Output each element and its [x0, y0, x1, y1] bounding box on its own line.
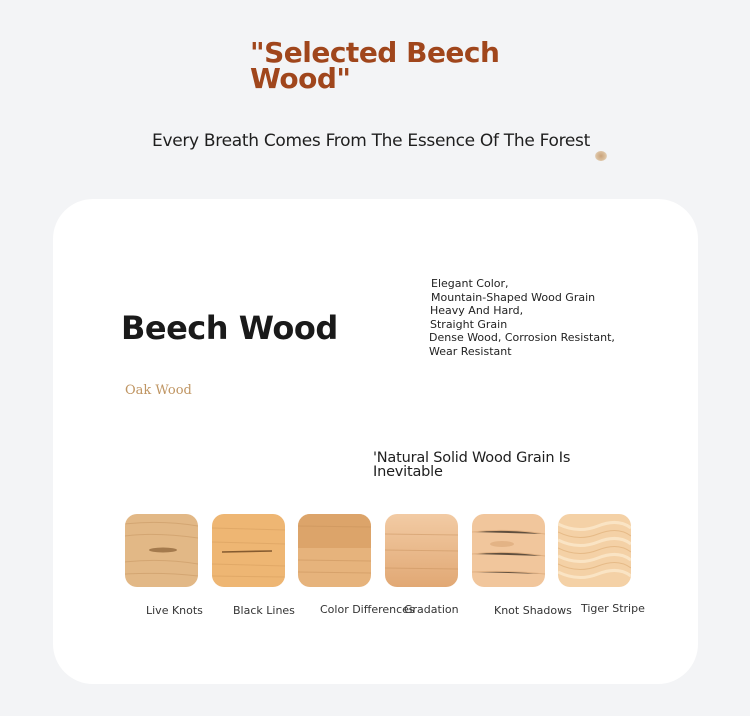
swatch-label-gradation: Gradation: [404, 603, 459, 616]
knot-shadows-swatch: [472, 514, 545, 587]
live-knots-swatch: [125, 514, 198, 587]
swatch-label-knot-shadows: Knot Shadows: [494, 604, 572, 617]
tiger-stripe-swatch: [558, 514, 631, 587]
feature-item: Mountain-Shaped Wood Grain: [431, 290, 596, 304]
beech-wood-heading: Beech Wood: [121, 309, 338, 347]
feature-item: Wear Resistant: [429, 344, 512, 358]
swatch-label-color-differences: Color Differences: [320, 603, 415, 616]
decorative-leaf-icon: [595, 151, 607, 161]
gradation-swatch: [385, 514, 458, 587]
black-lines-swatch: [212, 514, 285, 587]
swatch-label-tiger-stripe: Tiger Stripe: [581, 602, 645, 615]
feature-item: Elegant Color,: [431, 277, 509, 290]
natural-grain-note: 'Natural Solid Wood Grain Is Inevitable: [373, 450, 571, 480]
feature-item: Dense Wood, Corrosion Resistant,: [429, 331, 615, 344]
color-differences-swatch: [298, 514, 371, 587]
feature-item: Heavy And Hard, Straight Grain: [430, 304, 524, 331]
page-title: "Selected Beech Wood": [250, 36, 500, 95]
swatch-label-black-lines: Black Lines: [233, 604, 295, 617]
swatch-label-live-knots: Live Knots: [146, 604, 203, 617]
oak-wood-label: Oak Wood: [125, 383, 192, 398]
feature-list: [429, 277, 615, 358]
page-subtitle: Every Breath Comes From The Essence Of The Forest: [152, 131, 590, 151]
